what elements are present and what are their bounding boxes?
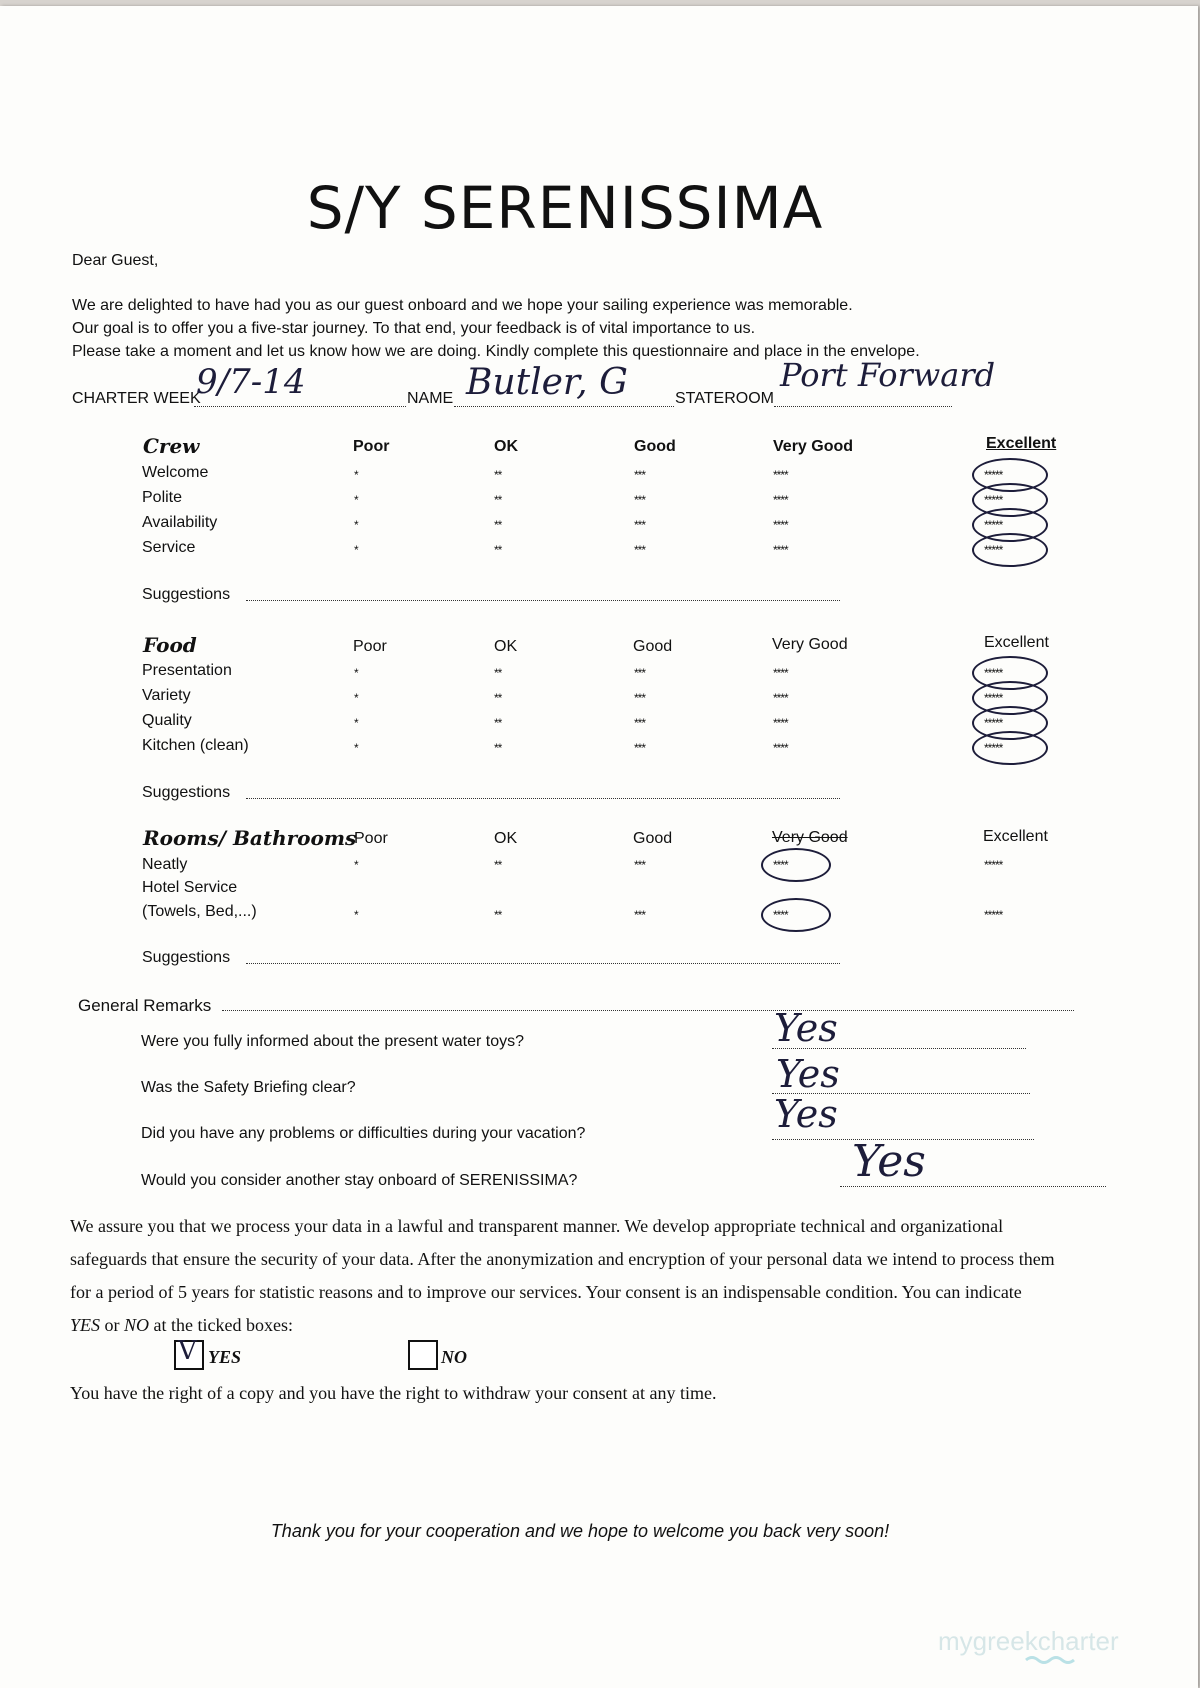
- rating-option[interactable]: *****: [984, 666, 1003, 680]
- general-remarks-label: General Remarks: [78, 996, 212, 1015]
- col-ok: OK: [494, 830, 518, 847]
- intro-line: We are delighted to have had you as our guest onboard and we hope your sailing experience was memorable.: [72, 297, 853, 314]
- question: Would you consider another stay onboard of SERENISSIMA?: [141, 1172, 578, 1189]
- general-remarks-line[interactable]: [222, 1010, 1074, 1011]
- rating-option[interactable]: *: [354, 518, 358, 532]
- col-good: Good: [634, 438, 676, 455]
- col-poor: Poor: [353, 638, 387, 655]
- name-line: [454, 406, 674, 407]
- rooms-item: Neatly: [142, 856, 188, 873]
- rating-option[interactable]: **: [494, 468, 502, 482]
- rating-option[interactable]: **: [494, 543, 502, 557]
- question: Did you have any problems or difficulties during your vacation?: [141, 1125, 586, 1142]
- rating-option[interactable]: ***: [634, 858, 646, 872]
- rating-option[interactable]: *****: [984, 716, 1003, 730]
- rating-option[interactable]: ***: [634, 543, 646, 557]
- rating-option[interactable]: *: [354, 493, 358, 507]
- suggestions-label: Suggestions: [142, 949, 231, 966]
- intro-line: Our goal is to offer you a five-star journey. To that end, your feedback is of vital importance to us.: [72, 320, 756, 337]
- stateroom-line: [774, 406, 952, 407]
- rating-option[interactable]: *****: [984, 858, 1003, 872]
- rating-option[interactable]: ***: [634, 691, 646, 705]
- questionnaire-sheet: [0, 6, 1198, 1688]
- rating-option[interactable]: *: [354, 666, 358, 680]
- rating-option[interactable]: ****: [773, 468, 788, 482]
- rating-option[interactable]: *: [354, 691, 358, 705]
- rooms-item: Hotel Service: [142, 879, 238, 896]
- rating-option[interactable]: ****: [773, 493, 788, 507]
- col-good: Good: [633, 638, 673, 655]
- rating-option[interactable]: *: [354, 468, 358, 482]
- rating-option[interactable]: *: [354, 716, 358, 730]
- rating-option[interactable]: ****: [773, 691, 788, 705]
- question: Was the Safety Briefing clear?: [141, 1079, 356, 1096]
- selected-rating-circle: [761, 898, 831, 932]
- page-title: S/Y SERENISSIMA: [306, 174, 824, 242]
- rating-option[interactable]: ***: [634, 716, 646, 730]
- wave-icon: [1026, 1658, 1074, 1663]
- rating-option[interactable]: ****: [773, 858, 788, 872]
- privacy-line: for a period of 5 years for statistic reasons and to improve our services. Your consent is an indispensable condition. You can indicate: [70, 1282, 1022, 1302]
- rating-option[interactable]: ****: [773, 518, 788, 532]
- consent-no-label: NO: [441, 1347, 467, 1367]
- rating-option[interactable]: *****: [984, 908, 1003, 922]
- answer-field[interactable]: Yes: [774, 1006, 838, 1050]
- rating-option[interactable]: **: [494, 493, 502, 507]
- rating-option[interactable]: *: [354, 543, 358, 557]
- rights-text: You have the right of a copy and you have the right to withdraw your consent at any time.: [70, 1383, 717, 1403]
- rating-option[interactable]: ***: [634, 468, 646, 482]
- privacy-line: safeguards that ensure the security of your data. After the anonymization and encryption of your personal data we intend to process them: [70, 1249, 1055, 1269]
- rating-option[interactable]: ****: [773, 908, 788, 922]
- rating-option[interactable]: **: [494, 908, 502, 922]
- section-title-crew: Crew: [143, 434, 200, 458]
- rating-option[interactable]: *: [354, 858, 358, 872]
- answer-field[interactable]: Yes: [852, 1136, 926, 1187]
- col-good: Good: [633, 830, 673, 847]
- privacy-line: We assure you that we process your data in a lawful and transparent manner. We develop appropriate technical and organizational: [70, 1216, 1004, 1236]
- rating-option[interactable]: ****: [773, 741, 788, 755]
- crew-item: Polite: [142, 489, 183, 506]
- rating-option[interactable]: **: [494, 666, 502, 680]
- crew-item: Availability: [142, 514, 218, 531]
- rating-option[interactable]: *****: [984, 518, 1003, 532]
- col-excellent: Excellent: [983, 828, 1048, 845]
- privacy-no-word: NO: [124, 1315, 150, 1335]
- privacy-yes-word: YES: [70, 1315, 101, 1335]
- rating-option[interactable]: *****: [984, 741, 1003, 755]
- rating-option[interactable]: **: [494, 691, 502, 705]
- col-excellent: Excellent: [984, 634, 1049, 651]
- col-very-good: Very Good: [773, 438, 854, 455]
- col-poor: Poor: [353, 438, 390, 455]
- rating-option[interactable]: ****: [773, 666, 788, 680]
- rating-option[interactable]: **: [494, 858, 502, 872]
- rating-option[interactable]: ***: [634, 741, 646, 755]
- food-item: Variety: [142, 687, 191, 704]
- suggestions-label: Suggestions: [142, 784, 231, 801]
- rating-option[interactable]: *****: [984, 691, 1003, 705]
- food-item: Presentation: [142, 662, 232, 679]
- rating-option[interactable]: *****: [984, 468, 1003, 482]
- consent-no-checkbox[interactable]: [408, 1340, 438, 1370]
- consent-yes-checkbox[interactable]: [174, 1336, 204, 1370]
- section-title-rooms: Rooms/ Bathrooms: [143, 826, 357, 850]
- charter-week-line: [194, 406, 406, 407]
- rating-option[interactable]: *****: [984, 493, 1003, 507]
- thank-you-text: Thank you for your cooperation and we hope to welcome you back very soon!: [270, 1521, 890, 1541]
- stateroom-label: STATEROOM: [675, 390, 774, 407]
- col-ok: OK: [494, 638, 518, 655]
- check-mark: V: [178, 1336, 197, 1366]
- col-poor: Poor: [354, 830, 388, 847]
- rating-option[interactable]: **: [494, 716, 502, 730]
- crew-item: Welcome: [142, 464, 209, 481]
- privacy-rest: at the ticked boxes:: [149, 1315, 293, 1335]
- question: Were you fully informed about the present water toys?: [141, 1033, 525, 1050]
- food-item: Quality: [142, 712, 192, 729]
- privacy-line-last: [70, 1315, 293, 1336]
- rating-option[interactable]: ***: [634, 493, 646, 507]
- col-ok: OK: [494, 438, 518, 455]
- food-item: Kitchen (clean): [142, 737, 249, 754]
- rating-option[interactable]: ***: [634, 518, 646, 532]
- crew-item: Service: [142, 539, 196, 556]
- watermark-text: mygreekcharter: [938, 1626, 1119, 1656]
- suggestions-line[interactable]: [246, 798, 840, 799]
- rating-option[interactable]: *: [354, 741, 358, 755]
- rating-option[interactable]: ***: [634, 666, 646, 680]
- charter-week-label: CHARTER WEEK: [72, 390, 201, 407]
- charter-week-field[interactable]: 9/7-14: [196, 362, 306, 402]
- col-very-good: Very Good: [772, 636, 848, 653]
- answer-field[interactable]: Yes: [774, 1092, 838, 1136]
- col-excellent: Excellent: [986, 435, 1057, 452]
- consent-yes-label: YES: [208, 1347, 242, 1367]
- rating-option[interactable]: ****: [773, 543, 788, 557]
- watermark-logo: [938, 1620, 1188, 1670]
- col-very-good: Very Good: [772, 829, 848, 846]
- name-label: NAME: [407, 390, 454, 407]
- privacy-or: or: [100, 1315, 125, 1335]
- intro-line: Please take a moment and let us know how we are doing. Kindly complete this questionnaire and place in the envelope.: [72, 343, 920, 360]
- name-field[interactable]: Butler, G: [466, 362, 628, 403]
- selected-rating-circle: [972, 731, 1048, 765]
- rating-option[interactable]: **: [494, 518, 502, 532]
- rooms-item: (Towels, Bed,...): [142, 903, 257, 920]
- selected-rating-circle: [972, 533, 1048, 567]
- suggestions-line[interactable]: [246, 600, 840, 601]
- stateroom-field[interactable]: Port Forward: [780, 356, 996, 394]
- rating-option[interactable]: *****: [984, 543, 1003, 557]
- section-title-food: Food: [143, 633, 197, 657]
- rating-option[interactable]: ****: [773, 716, 788, 730]
- answer-field[interactable]: Yes: [776, 1052, 840, 1096]
- selected-rating-circle: [761, 848, 831, 882]
- rating-option[interactable]: *: [354, 908, 358, 922]
- suggestions-label: Suggestions: [142, 586, 231, 603]
- rating-option[interactable]: ***: [634, 908, 646, 922]
- suggestions-line[interactable]: [246, 963, 840, 964]
- greeting: Dear Guest,: [72, 252, 159, 269]
- rating-option[interactable]: **: [494, 741, 502, 755]
